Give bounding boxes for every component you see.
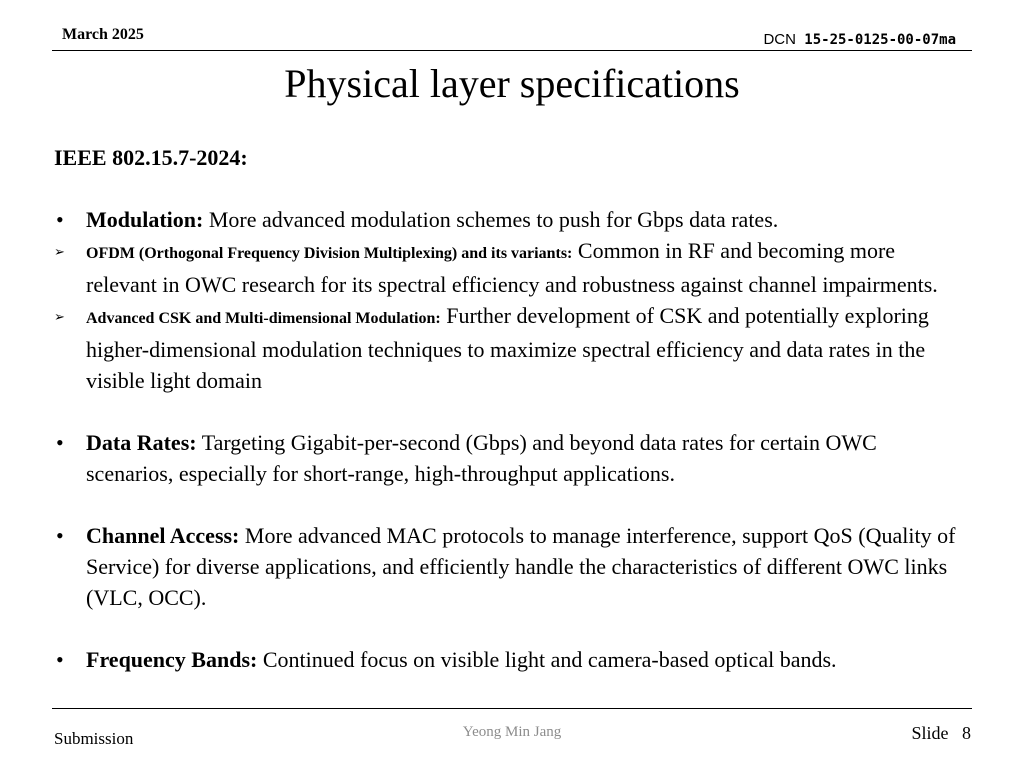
bullet-dot-icon: • — [56, 523, 64, 548]
bullet-label: Channel Access: — [86, 523, 240, 548]
bullet-label: Data Rates: — [86, 430, 197, 455]
footer-author: Yeong Min Jang — [462, 724, 562, 740]
header-date: March 2025 — [62, 26, 144, 43]
subbullet-label: OFDM (Orthogonal Frequency Division Multiplexing) and its variants: — [86, 245, 573, 262]
subbullet-label: Advanced CSK and Multi-dimensional Modulation: — [86, 310, 441, 327]
bullet-label: Modulation: — [86, 207, 204, 232]
subbullet-text: Common in RF and becoming more relevant in OWC research for its spectral efficiency and robustness against channel impairments. — [86, 238, 938, 297]
bullet-text: Targeting Gigabit-per-second (Gbps) and beyond data rates for certain OWC scenarios, especially for short-range, high-throughput applications. — [86, 430, 877, 486]
footer-submission: Submission — [54, 729, 134, 748]
subbullet-csk — [54, 300, 968, 396]
bullet-frequency-bands — [54, 644, 968, 675]
subbullet-text: Further development of CSK and potentially exploring higher-dimensional modulation techniques to maximize spectral efficiency and data rates in the visible light domain — [86, 303, 929, 393]
bullet-dot-icon: • — [56, 430, 64, 455]
bullet-dot-icon: • — [56, 647, 64, 672]
bullet-text: More advanced modulation schemes to push for Gbps data rates. — [203, 207, 779, 232]
subbullet-ofdm — [54, 235, 968, 300]
slide-number: 8 — [962, 723, 971, 743]
bullet-label: Frequency Bands: — [86, 647, 258, 672]
dcn-number: 15-25-0125-00-07ma — [804, 32, 956, 48]
slide-title: Physical layer specifications — [284, 61, 740, 106]
footer-divider — [52, 708, 972, 709]
bullet-dot-icon: • — [56, 207, 64, 232]
bullet-data-rates — [54, 427, 968, 489]
arrow-bullet-icon: ➢ — [54, 244, 65, 259]
bullet-modulation — [54, 204, 968, 235]
slide-subtitle: IEEE 802.15.7-2024: — [54, 145, 248, 170]
slide-label: Slide — [911, 723, 949, 743]
arrow-bullet-icon: ➢ — [54, 309, 65, 324]
bullet-text: More advanced MAC protocols to manage interference, support QoS (Quality of Service) for diverse applications, and efficiently handle the characteristics of different OWC links (VLC, OCC). — [86, 523, 956, 610]
slide-body — [54, 204, 968, 675]
footer-slide-number — [911, 723, 971, 744]
header-divider — [52, 50, 972, 51]
dcn-label: DCN — [763, 31, 796, 48]
bullet-text: Continued focus on visible light and camera-based optical bands. — [257, 647, 837, 672]
header-dcn — [763, 31, 956, 48]
bullet-channel-access — [54, 520, 968, 613]
